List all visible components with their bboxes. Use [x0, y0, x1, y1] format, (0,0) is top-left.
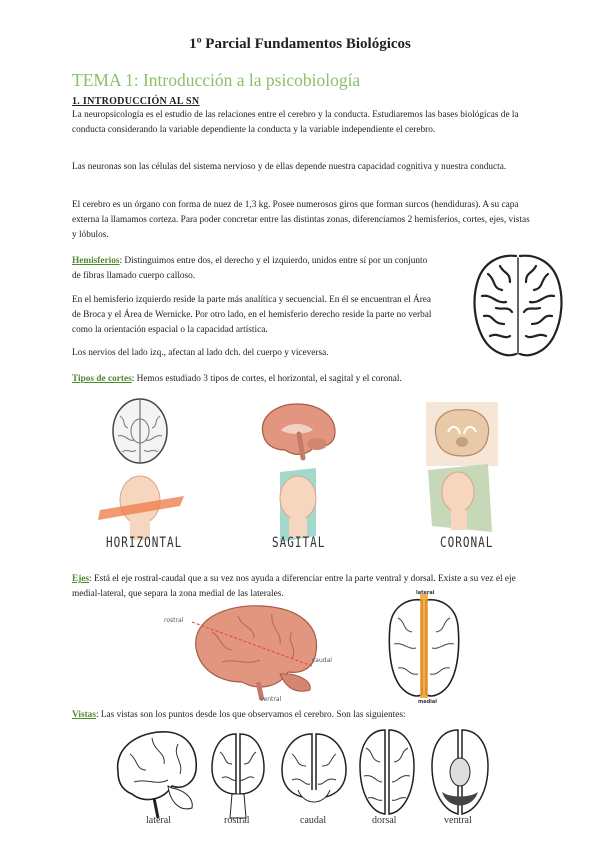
text-hemisferios: : Distinguimos entre dos, el derecho y el izquierdo, unidos entre sí por un conjunto de fibras llamado cuerpo calloso.: [72, 256, 428, 281]
label-hemisferios: Hemisferios: [72, 256, 120, 266]
section-heading: 1. INTRODUCCIÓN AL SN: [72, 96, 200, 107]
axis-label-medial: medial: [418, 699, 437, 704]
paragraph-vistas: [72, 708, 530, 723]
coronal-head-illustration: [424, 462, 496, 534]
view-caudal-illustration: [278, 728, 350, 820]
sagittal-slice-icon: [255, 400, 339, 462]
paragraph-neuronas: Las neuronas son las células del sistema nervioso y de ellas depende nuestra capacidad cognitiva y nuestra conducta.: [72, 162, 507, 172]
coronal-slice-icon: [426, 402, 498, 466]
paragraph-neuropsicologia: La neuropsicología es el estudio de las relaciones entre el cerebro y la conducta. Estudiaremos las bases biológicas de la conducta considerando la variable dependiente la conducta y la variable independiente el cerebro.: [72, 110, 519, 135]
text-vistas: : Las vistas son los puntos desde los que observamos el cerebro. Son las siguientes:: [95, 710, 406, 720]
horizontal-slice-icon: [108, 396, 172, 466]
caption-coronal: CORONAL: [440, 534, 494, 551]
topic-heading: TEMA 1: Introducción a la psicobiología: [72, 70, 361, 90]
caption-caudal: caudal: [300, 815, 327, 826]
view-dorsal-illustration: [356, 726, 418, 818]
paragraph-nervios: Los nervios del lado izq., afectan al lado dch. del cuerpo y viceversa.: [72, 348, 329, 358]
label-ejes: Ejes: [72, 574, 90, 584]
document-title: 1º Parcial Fundamentos Biológicos: [189, 36, 411, 52]
axis-label-rostral: rostral: [164, 617, 184, 624]
axis-dorsal-brain-illustration: [384, 590, 464, 704]
view-lateral-illustration: [108, 728, 200, 820]
caption-rostral: rostral: [224, 815, 250, 826]
label-vistas: Vistas: [72, 710, 96, 720]
caption-lateral: lateral: [146, 815, 171, 826]
text-ejes: : Está el eje rostral-caudal que a su vez nos ayuda a diferenciar entre la parte ventral y dorsal. Existe a su vez el eje medial-lateral, que separa la zona medial de las laterales.: [72, 574, 516, 599]
paragraph-hemisferio-izquierdo: En el hemisferio izquierdo reside la parte más analítica y secuencial. En él se encuentran el Área de Broca y el Área de Wernicke. Por otro lado, en el hemisferio derecho reside la parte no verbal como la orientación espacial o la capacidad artística.: [72, 295, 432, 335]
paragraph-hemisferios: [72, 254, 434, 284]
view-rostral-illustration: [208, 728, 268, 820]
caption-dorsal: dorsal: [372, 815, 397, 826]
axis-label-ventral: ventral: [260, 696, 282, 702]
axis-label-lateral: lateral: [416, 590, 435, 596]
axis-label-caudal: caudal: [312, 657, 332, 664]
horizontal-head-illustration: [96, 466, 188, 542]
text-cortes: : Hemos estudiado 3 tipos de cortes, el horizontal, el sagital y el coronal.: [131, 374, 402, 384]
paragraph-cortes: [72, 372, 530, 387]
caption-sagital: SAGITAL: [272, 534, 326, 551]
caption-horizontal: HORIZONTAL: [106, 534, 183, 551]
axis-lateral-brain-illustration: [162, 602, 338, 702]
view-ventral-illustration: [428, 726, 492, 818]
brain-dorsal-illustration: [470, 250, 566, 362]
label-tipos-de-cortes: Tipos de cortes: [72, 374, 132, 384]
caption-ventral: ventral: [444, 815, 472, 826]
paragraph-cerebro: El cerebro es un órgano con forma de nuez de 1,3 kg. Posee numerosos giros que forman surcos (hendiduras). A su capa externa la llamamos corteza. Para poder concretar entre las distintas zonas, diferenciamos 2 hemisferios, cortes, ejes, vistas y lóbulos.: [72, 200, 530, 240]
